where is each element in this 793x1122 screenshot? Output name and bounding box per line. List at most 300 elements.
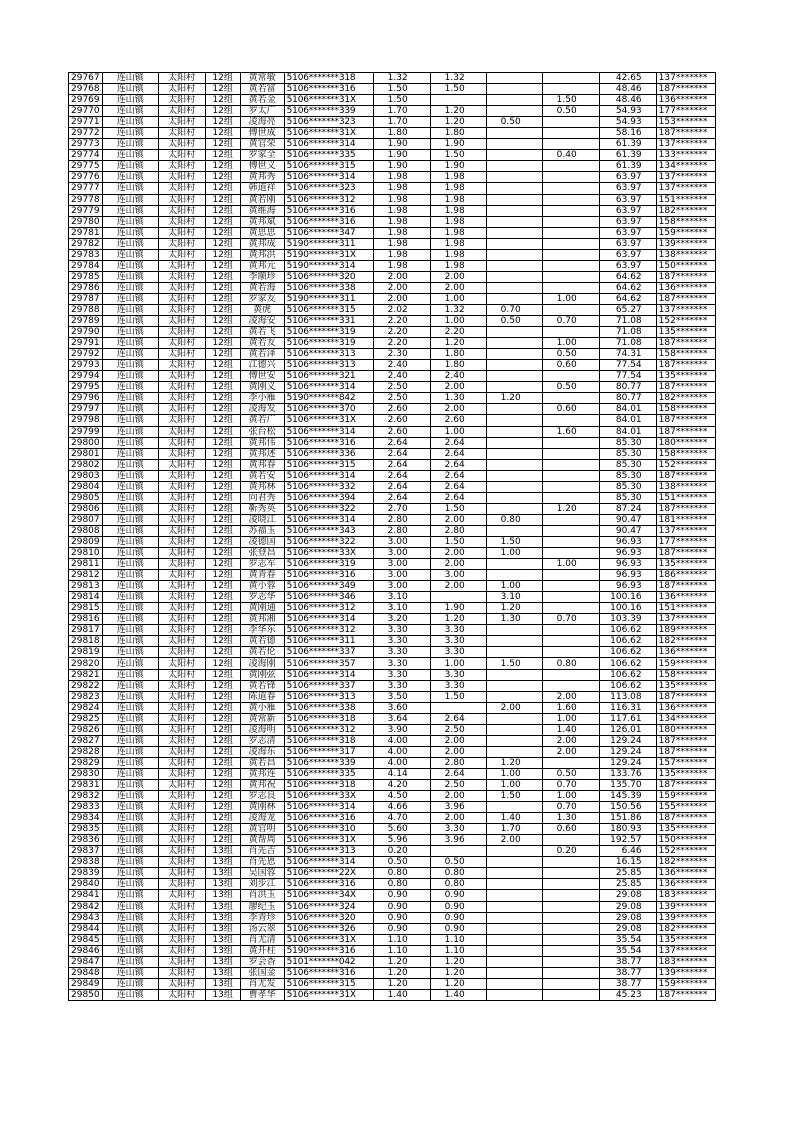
table-row — [69, 216, 716, 227]
id-card-cell: 5106*******312 — [284, 603, 373, 614]
area-a-cell — [430, 95, 486, 106]
subsidy-amount-cell: 116.31 — [599, 702, 656, 713]
table-row — [69, 293, 716, 304]
subsidy-amount-cell: 85.30 — [599, 448, 656, 459]
id-card-cell: 5106*******33X — [284, 548, 373, 559]
town-cell: 连山镇 — [102, 205, 158, 216]
row-number-cell: 29811 — [69, 559, 103, 570]
phone-cell: 182******* — [656, 205, 715, 216]
subsidy-amount-cell: 48.46 — [599, 95, 656, 106]
village-cell: 太阳村 — [158, 923, 205, 934]
phone-cell: 180******* — [656, 437, 715, 448]
area-b-cell — [486, 238, 542, 249]
town-cell: 连山镇 — [102, 757, 158, 768]
town-cell: 连山镇 — [102, 879, 158, 890]
row-number-cell: 29845 — [69, 934, 103, 945]
subsidy-amount-cell: 63.97 — [599, 260, 656, 271]
table-row — [69, 625, 716, 636]
group-cell: 12组 — [205, 172, 240, 183]
area-total-cell: 3.00 — [373, 548, 430, 559]
group-cell: 12组 — [205, 139, 240, 150]
phone-cell: 151******* — [656, 603, 715, 614]
village-cell: 太阳村 — [158, 636, 205, 647]
group-cell: 12组 — [205, 691, 240, 702]
subsidy-amount-cell: 103.39 — [599, 614, 656, 625]
subsidy-amount-cell: 87.24 — [599, 503, 656, 514]
table-row — [69, 371, 716, 382]
table-row — [69, 84, 716, 95]
row-number-cell: 29786 — [69, 282, 103, 293]
area-b-cell — [486, 216, 542, 227]
person-name-cell: 黄维海 — [240, 205, 284, 216]
village-cell: 太阳村 — [158, 360, 205, 371]
area-c-cell — [542, 967, 599, 978]
table-row — [69, 978, 716, 989]
person-name-cell: 黄若昌 — [240, 757, 284, 768]
village-cell: 太阳村 — [158, 559, 205, 570]
person-name-cell: 黄官荣 — [240, 139, 284, 150]
subsidy-amount-cell: 192.57 — [599, 835, 656, 846]
table-row — [69, 172, 716, 183]
area-a-cell: 2.00 — [430, 791, 486, 802]
village-cell: 太阳村 — [158, 437, 205, 448]
area-a-cell: 2.40 — [430, 371, 486, 382]
subsidy-amount-cell: 85.30 — [599, 481, 656, 492]
row-number-cell: 29828 — [69, 746, 103, 757]
area-total-cell: 2.02 — [373, 304, 430, 315]
area-c-cell: 0.50 — [542, 382, 599, 393]
group-cell: 12组 — [205, 426, 240, 437]
group-cell: 12组 — [205, 614, 240, 625]
area-total-cell: 3.00 — [373, 536, 430, 547]
village-cell: 太阳村 — [158, 735, 205, 746]
area-total-cell: 1.32 — [373, 73, 430, 84]
area-a-cell: 2.00 — [430, 282, 486, 293]
id-card-cell: 5106*******33X — [284, 791, 373, 802]
person-name-cell: 罗家全 — [240, 150, 284, 161]
area-c-cell: 0.70 — [542, 802, 599, 813]
area-total-cell: 2.20 — [373, 316, 430, 327]
area-total-cell: 2.64 — [373, 448, 430, 459]
id-card-cell: 5106*******318 — [284, 780, 373, 791]
group-cell: 13组 — [205, 956, 240, 967]
area-c-cell — [542, 84, 599, 95]
area-b-cell — [486, 868, 542, 879]
table-row — [69, 768, 716, 779]
area-c-cell: 1.50 — [542, 95, 599, 106]
row-number-cell: 29809 — [69, 536, 103, 547]
area-b-cell — [486, 636, 542, 647]
subsidy-amount-cell: 63.97 — [599, 227, 656, 238]
area-total-cell: 0.90 — [373, 890, 430, 901]
area-a-cell: 2.50 — [430, 724, 486, 735]
row-number-cell: 29820 — [69, 658, 103, 669]
group-cell: 12组 — [205, 194, 240, 205]
group-cell: 12组 — [205, 492, 240, 503]
group-cell: 12组 — [205, 669, 240, 680]
person-name-cell: 黄邦斌 — [240, 216, 284, 227]
area-b-cell — [486, 525, 542, 536]
area-b-cell — [486, 901, 542, 912]
id-card-cell: 5106*******314 — [284, 139, 373, 150]
id-card-cell: 5106*******339 — [284, 106, 373, 117]
phone-cell: 135******* — [656, 824, 715, 835]
group-cell: 13组 — [205, 890, 240, 901]
area-total-cell: 1.98 — [373, 249, 430, 260]
town-cell: 连山镇 — [102, 437, 158, 448]
phone-cell: 182******* — [656, 923, 715, 934]
area-total-cell: 2.60 — [373, 415, 430, 426]
subsidy-amount-cell: 151.86 — [599, 813, 656, 824]
table-row — [69, 205, 716, 216]
subsidy-amount-cell: 64.62 — [599, 282, 656, 293]
village-cell: 太阳村 — [158, 349, 205, 360]
group-cell: 12组 — [205, 437, 240, 448]
area-a-cell: 1.20 — [430, 614, 486, 625]
area-total-cell: 2.20 — [373, 338, 430, 349]
area-b-cell — [486, 890, 542, 901]
area-b-cell — [486, 437, 542, 448]
area-a-cell — [430, 592, 486, 603]
row-number-cell: 29835 — [69, 824, 103, 835]
area-b-cell: 1.00 — [486, 548, 542, 559]
area-c-cell: 1.00 — [542, 338, 599, 349]
table-row — [69, 249, 716, 260]
area-total-cell: 2.64 — [373, 437, 430, 448]
subsidy-amount-cell: 54.93 — [599, 117, 656, 128]
group-cell: 12组 — [205, 227, 240, 238]
town-cell: 连山镇 — [102, 316, 158, 327]
person-name-cell: 黄常新 — [240, 713, 284, 724]
phone-cell: 135******* — [656, 934, 715, 945]
row-number-cell: 29770 — [69, 106, 103, 117]
area-c-cell — [542, 194, 599, 205]
phone-cell: 158******* — [656, 404, 715, 415]
town-cell: 连山镇 — [102, 503, 158, 514]
group-cell: 13组 — [205, 934, 240, 945]
village-cell: 太阳村 — [158, 658, 205, 669]
person-name-cell: 黄若泽 — [240, 349, 284, 360]
area-b-cell — [486, 923, 542, 934]
id-card-cell: 5106*******313 — [284, 691, 373, 702]
area-a-cell: 1.50 — [430, 691, 486, 702]
area-a-cell: 3.00 — [430, 570, 486, 581]
id-card-cell: 5190*******316 — [284, 945, 373, 956]
person-name-cell: 凌海东 — [240, 746, 284, 757]
person-name-cell: 黄邦洪 — [240, 249, 284, 260]
area-total-cell: 4.00 — [373, 746, 430, 757]
id-card-cell: 5106*******315 — [284, 459, 373, 470]
table-row — [69, 857, 716, 868]
phone-cell: 189******* — [656, 625, 715, 636]
row-number-cell: 29800 — [69, 437, 103, 448]
row-number-cell: 29816 — [69, 614, 103, 625]
phone-cell: 159******* — [656, 791, 715, 802]
village-cell: 太阳村 — [158, 680, 205, 691]
village-cell: 太阳村 — [158, 989, 205, 1000]
group-cell: 12组 — [205, 802, 240, 813]
id-card-cell: 5106*******318 — [284, 735, 373, 746]
village-cell: 太阳村 — [158, 879, 205, 890]
town-cell: 连山镇 — [102, 570, 158, 581]
area-b-cell: 2.00 — [486, 702, 542, 713]
town-cell: 连山镇 — [102, 426, 158, 437]
row-number-cell: 29781 — [69, 227, 103, 238]
area-c-cell — [542, 205, 599, 216]
area-c-cell — [542, 216, 599, 227]
group-cell: 12组 — [205, 702, 240, 713]
subsidy-amount-cell: 61.39 — [599, 150, 656, 161]
table-row — [69, 713, 716, 724]
row-number-cell: 29837 — [69, 846, 103, 857]
group-cell: 12组 — [205, 117, 240, 128]
table-row — [69, 780, 716, 791]
area-c-cell — [542, 548, 599, 559]
subsidy-amount-cell: 96.93 — [599, 570, 656, 581]
subsidy-amount-cell: 64.62 — [599, 271, 656, 282]
area-total-cell: 2.30 — [373, 349, 430, 360]
area-b-cell: 0.50 — [486, 316, 542, 327]
village-cell: 太阳村 — [158, 194, 205, 205]
row-number-cell: 29788 — [69, 304, 103, 315]
village-cell: 太阳村 — [158, 702, 205, 713]
person-name-cell: 黄邦伟 — [240, 437, 284, 448]
area-b-cell: 1.20 — [486, 603, 542, 614]
subsidy-amount-cell: 29.08 — [599, 901, 656, 912]
id-card-cell: 5106*******332 — [284, 481, 373, 492]
area-total-cell: 2.64 — [373, 459, 430, 470]
village-cell: 太阳村 — [158, 813, 205, 824]
area-total-cell: 3.30 — [373, 680, 430, 691]
area-c-cell — [542, 327, 599, 338]
group-cell: 12组 — [205, 481, 240, 492]
row-number-cell: 29840 — [69, 879, 103, 890]
person-name-cell: 黄邦述 — [240, 448, 284, 459]
town-cell: 连山镇 — [102, 592, 158, 603]
subsidy-amount-cell: 63.97 — [599, 238, 656, 249]
person-name-cell: 江德兴 — [240, 360, 284, 371]
area-total-cell: 2.64 — [373, 492, 430, 503]
village-cell: 太阳村 — [158, 448, 205, 459]
table-row — [69, 448, 716, 459]
area-c-cell: 0.50 — [542, 106, 599, 117]
village-cell: 太阳村 — [158, 724, 205, 735]
person-name-cell: 黄若锋 — [240, 680, 284, 691]
group-cell: 12组 — [205, 570, 240, 581]
area-b-cell — [486, 470, 542, 481]
area-a-cell: 1.98 — [430, 183, 486, 194]
village-cell: 太阳村 — [158, 183, 205, 194]
group-cell: 12组 — [205, 768, 240, 779]
row-number-cell: 29846 — [69, 945, 103, 956]
table-row — [69, 481, 716, 492]
town-cell: 连山镇 — [102, 183, 158, 194]
id-card-cell: 5106*******315 — [284, 304, 373, 315]
subsidy-amount-cell: 80.77 — [599, 393, 656, 404]
group-cell: 12组 — [205, 625, 240, 636]
area-total-cell: 5.96 — [373, 835, 430, 846]
town-cell: 连山镇 — [102, 95, 158, 106]
subsidy-amount-cell: 63.97 — [599, 249, 656, 260]
area-a-cell: 2.64 — [430, 768, 486, 779]
subsidy-amount-cell: 77.54 — [599, 360, 656, 371]
area-c-cell — [542, 857, 599, 868]
group-cell: 12组 — [205, 205, 240, 216]
area-c-cell — [542, 625, 599, 636]
area-a-cell: 3.30 — [430, 824, 486, 835]
id-card-cell: 5106*******314 — [284, 470, 373, 481]
phone-cell: 151******* — [656, 492, 715, 503]
area-total-cell: 2.64 — [373, 481, 430, 492]
row-number-cell: 29808 — [69, 525, 103, 536]
area-c-cell: 2.00 — [542, 735, 599, 746]
row-number-cell: 29768 — [69, 84, 103, 95]
subsidy-amount-cell: 129.24 — [599, 757, 656, 768]
phone-cell: 134******* — [656, 713, 715, 724]
village-cell: 太阳村 — [158, 857, 205, 868]
village-cell: 太阳村 — [158, 791, 205, 802]
subsidy-amount-cell: 74.31 — [599, 349, 656, 360]
area-a-cell: 1.00 — [430, 293, 486, 304]
village-cell: 太阳村 — [158, 967, 205, 978]
area-total-cell: 0.50 — [373, 857, 430, 868]
person-name-cell: 黄若广 — [240, 415, 284, 426]
subsidy-amount-cell: 80.77 — [599, 382, 656, 393]
subsidy-amount-cell: 106.62 — [599, 658, 656, 669]
subsidy-amount-cell: 126.01 — [599, 724, 656, 735]
table-row — [69, 548, 716, 559]
subsidy-amount-cell: 64.62 — [599, 293, 656, 304]
town-cell: 连山镇 — [102, 304, 158, 315]
town-cell: 连山镇 — [102, 492, 158, 503]
phone-cell: 187******* — [656, 426, 715, 437]
village-cell: 太阳村 — [158, 846, 205, 857]
area-total-cell: 2.50 — [373, 393, 430, 404]
area-c-cell: 0.60 — [542, 824, 599, 835]
area-a-cell: 2.00 — [430, 813, 486, 824]
town-cell: 连山镇 — [102, 846, 158, 857]
area-b-cell — [486, 282, 542, 293]
village-cell: 太阳村 — [158, 117, 205, 128]
area-c-cell: 0.70 — [542, 780, 599, 791]
person-name-cell: 黄官明 — [240, 824, 284, 835]
table-row — [69, 658, 716, 669]
area-b-cell: 1.30 — [486, 614, 542, 625]
village-cell: 太阳村 — [158, 84, 205, 95]
town-cell: 连山镇 — [102, 724, 158, 735]
row-number-cell: 29794 — [69, 371, 103, 382]
phone-cell: 137******* — [656, 945, 715, 956]
area-total-cell: 3.30 — [373, 647, 430, 658]
group-cell: 12组 — [205, 415, 240, 426]
area-c-cell — [542, 879, 599, 890]
id-card-cell: 5106*******316 — [284, 570, 373, 581]
area-total-cell: 2.80 — [373, 514, 430, 525]
area-b-cell — [486, 327, 542, 338]
village-cell: 太阳村 — [158, 271, 205, 282]
group-cell: 12组 — [205, 349, 240, 360]
person-name-cell: 黄邦元 — [240, 260, 284, 271]
area-b-cell: 1.50 — [486, 536, 542, 547]
table-row — [69, 316, 716, 327]
person-name-cell: 靳秀英 — [240, 503, 284, 514]
village-cell: 太阳村 — [158, 802, 205, 813]
table-row — [69, 536, 716, 547]
area-b-cell — [486, 371, 542, 382]
area-c-cell — [542, 139, 599, 150]
area-total-cell: 0.80 — [373, 879, 430, 890]
group-cell: 12组 — [205, 824, 240, 835]
person-name-cell: 黄邦林 — [240, 481, 284, 492]
phone-cell: 177******* — [656, 536, 715, 547]
phone-cell: 158******* — [656, 448, 715, 459]
area-total-cell: 4.70 — [373, 813, 430, 824]
area-b-cell: 0.80 — [486, 514, 542, 525]
area-a-cell: 2.80 — [430, 757, 486, 768]
area-b-cell — [486, 415, 542, 426]
town-cell: 连山镇 — [102, 481, 158, 492]
area-a-cell: 2.64 — [430, 481, 486, 492]
phone-cell: 155******* — [656, 802, 715, 813]
id-card-cell: 5106*******337 — [284, 680, 373, 691]
area-b-cell — [486, 106, 542, 117]
phone-cell: 157******* — [656, 757, 715, 768]
area-a-cell: 1.20 — [430, 338, 486, 349]
area-total-cell: 3.90 — [373, 724, 430, 735]
group-cell: 12组 — [205, 735, 240, 746]
id-card-cell: 5106*******316 — [284, 813, 373, 824]
area-a-cell: 3.30 — [430, 647, 486, 658]
subsidy-amount-cell: 106.62 — [599, 669, 656, 680]
group-cell: 12组 — [205, 559, 240, 570]
phone-cell: 182******* — [656, 393, 715, 404]
person-name-cell: 罗家友 — [240, 293, 284, 304]
row-number-cell: 29784 — [69, 260, 103, 271]
village-cell: 太阳村 — [158, 205, 205, 216]
town-cell: 连山镇 — [102, 923, 158, 934]
subsidy-amount-cell: 38.77 — [599, 978, 656, 989]
person-name-cell: 黄刚义 — [240, 382, 284, 393]
area-b-cell — [486, 492, 542, 503]
area-total-cell: 2.60 — [373, 426, 430, 437]
area-c-cell — [542, 581, 599, 592]
area-a-cell: 2.00 — [430, 271, 486, 282]
subsidy-amount-cell: 84.01 — [599, 404, 656, 415]
area-a-cell: 1.80 — [430, 128, 486, 139]
area-total-cell: 5.60 — [373, 824, 430, 835]
area-c-cell — [542, 934, 599, 945]
area-b-cell — [486, 194, 542, 205]
phone-cell: 187******* — [656, 813, 715, 824]
area-total-cell: 4.14 — [373, 768, 430, 779]
village-cell: 太阳村 — [158, 304, 205, 315]
subsidy-amount-cell: 106.62 — [599, 625, 656, 636]
subsidy-amount-cell: 145.39 — [599, 791, 656, 802]
subsidy-amount-cell: 84.01 — [599, 415, 656, 426]
table-row — [69, 735, 716, 746]
person-name-cell: 张国金 — [240, 967, 284, 978]
area-a-cell: 3.30 — [430, 625, 486, 636]
area-c-cell — [542, 304, 599, 315]
area-c-cell — [542, 835, 599, 846]
row-number-cell: 29803 — [69, 470, 103, 481]
id-card-cell: 5106*******331 — [284, 316, 373, 327]
village-cell: 太阳村 — [158, 249, 205, 260]
person-name-cell: 刘步江 — [240, 879, 284, 890]
id-card-cell: 5106*******326 — [284, 923, 373, 934]
row-number-cell: 29838 — [69, 857, 103, 868]
phone-cell: 137******* — [656, 172, 715, 183]
